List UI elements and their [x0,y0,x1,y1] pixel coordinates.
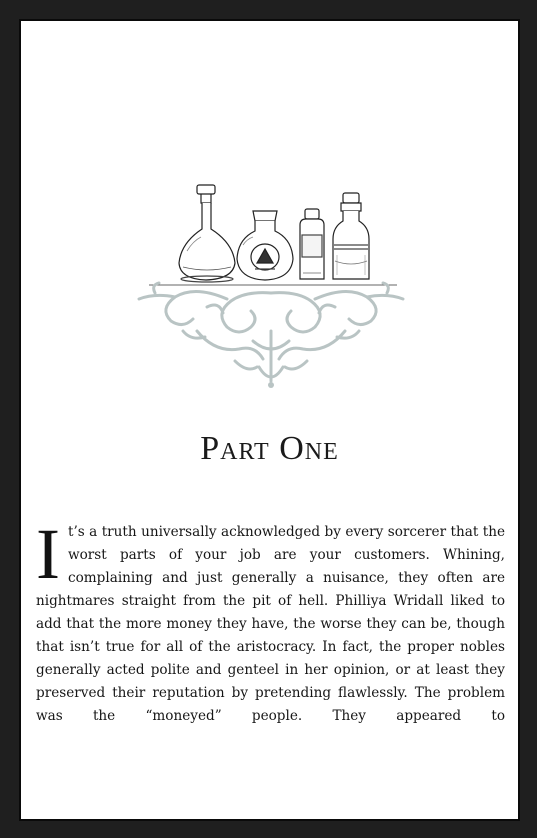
chapter-title: Part One [200,430,339,467]
drop-cap: I [36,514,60,594]
chapter-body-text [36,514,505,724]
round-bottle-icon [237,211,293,280]
decanter-bottle-icon [179,185,235,282]
book-page [19,19,520,821]
ornament-flourish-icon [139,283,403,388]
body-paragraph: t’s a truth universally acknowledged by every sorcerer that the worst parts of your job are your customers. Whining, complaining and just generally a nuisance, they often are nightmares straight from the pit of hell. Philliya Wridall liked to add that the more money they have, the worse they can be, though that isn’t true for all of the aristocracy. In fact, the proper nobles generally acted polite and genteel in her opinion, or at least they preserved their reputation by pretending flawlessly. The problem was the “moneyed” people. They appeared to [36,524,505,724]
potion-bottles-illustration [135,181,407,391]
rope-jar-icon [333,193,369,279]
tall-vial-icon [300,209,324,279]
